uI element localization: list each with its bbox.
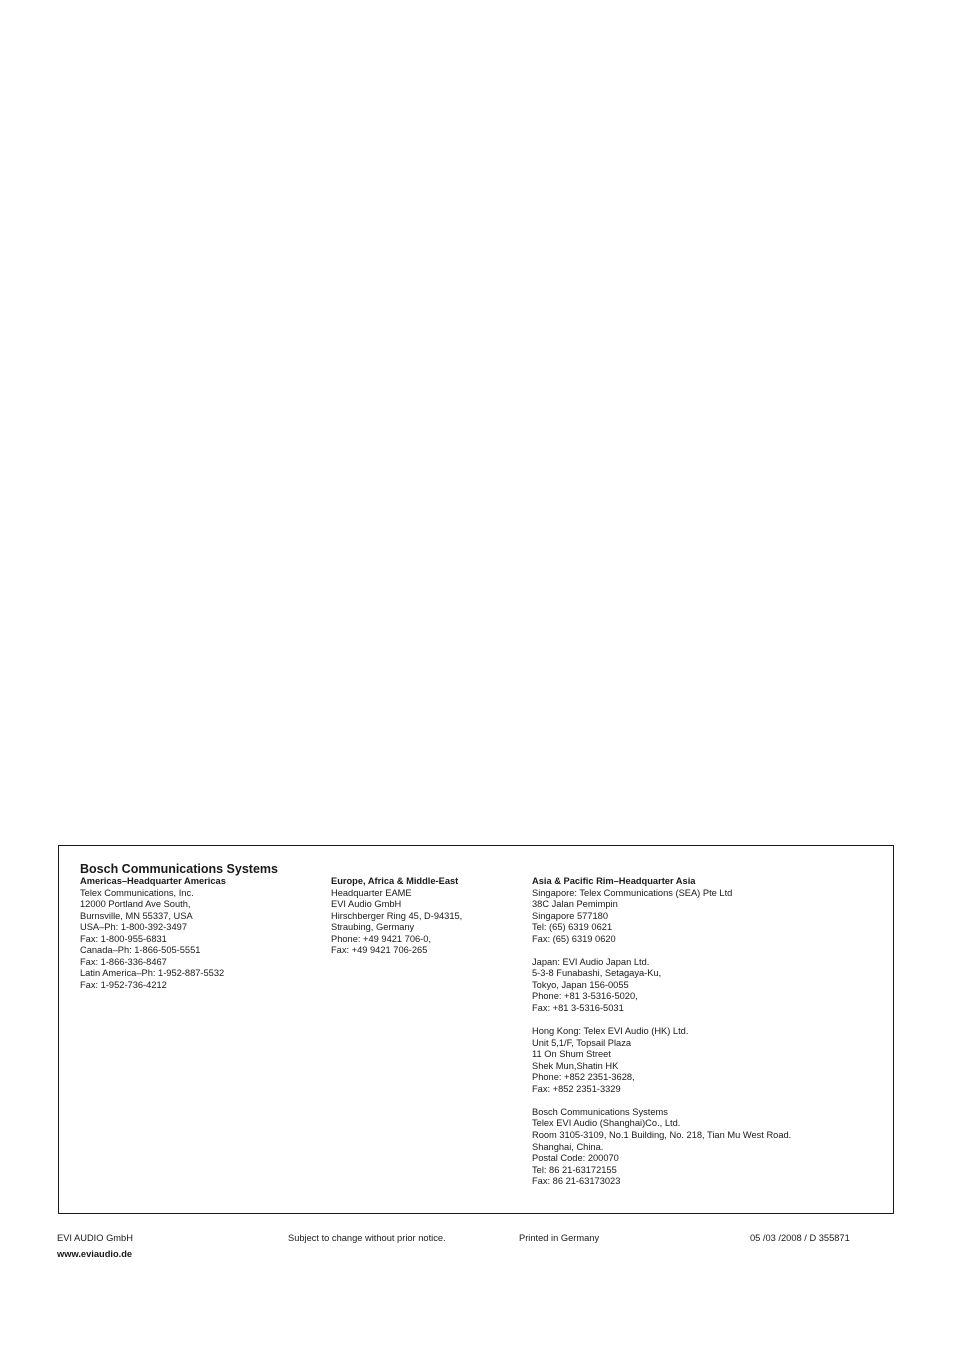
asia-heading: Asia & Pacific Rim–Headquarter Asia [532,876,696,886]
address-line: 38C Jalan Pemimpin [532,899,618,910]
address-line: Canada–Ph: 1-866-505-5551 [80,945,201,956]
address-line: USA–Ph: 1-800-392-3497 [80,922,187,933]
address-line: Tokyo, Japan 156-0055 [532,979,629,990]
address-line: Burnsville, MN 55337, USA [80,910,193,921]
address-line: Tel: 86 21-63172155 [532,1164,617,1175]
spacer [532,945,791,957]
address-line: Phone: +81 3-5316-5020, [532,991,638,1002]
address-line: Tel: (65) 6319 0621 [532,922,613,933]
asia-contact-block [532,876,791,1188]
address-line: Fax: +49 9421 706-265 [331,945,428,956]
footer-notice: Subject to change without prior notice. [288,1233,446,1243]
address-line: EVI Audio GmbH [331,899,402,910]
americas-heading: Americas–Headquarter Americas [80,876,226,886]
address-line: Singapore 577180 [532,910,608,921]
address-line: Fax: 86 21-63173023 [532,1176,621,1187]
address-line: Phone: +852 2351-3628, [532,1072,635,1083]
address-line: Hirschberger Ring 45, D-94315, [331,910,463,921]
address-line: Telex EVI Audio (Shanghai)Co., Ltd. [532,1118,681,1129]
address-line: 5-3-8 Funabashi, Setagaya-Ku, [532,968,662,979]
address-line: Postal Code: 200070 [532,1153,619,1164]
address-line: Shek Mun,Shatin HK [532,1060,619,1071]
address-line: Fax: 1-866-336-8467 [80,956,167,967]
address-line: Fax: +852 2351-3329 [532,1083,621,1094]
europe-contact-block [331,876,462,957]
asia-lines [532,888,791,1188]
address-line: Bosch Communications Systems [532,1106,668,1117]
address-line: Latin America–Ph: 1-952-887-5532 [80,968,225,979]
address-line: 11 On Shum Street [532,1049,611,1060]
address-line: Fax: 1-800-955-6831 [80,933,167,944]
address-line: Straubing, Germany [331,922,415,933]
footer-printed: Printed in Germany [519,1233,600,1243]
americas-contact-block [80,876,226,991]
website-link[interactable]: www.eviaudio.de [57,1249,133,1259]
footer-company: EVI AUDIO GmbH [57,1233,133,1243]
europe-lines [331,888,462,957]
address-line: Unit 5,1/F, Topsail Plaza [532,1037,632,1048]
spacer [532,1095,791,1107]
address-line: Fax: +81 3-5316-5031 [532,1003,624,1014]
europe-heading: Europe, Africa & Middle-East [331,876,459,886]
address-line: Room 3105-3109, No.1 Building, No. 218, Tian Mu West Road. [532,1130,792,1141]
company-name: Bosch Communications Systems [80,862,278,876]
address-line: Telex Communications, Inc. [80,887,194,898]
address-line: Singapore: Telex Communications (SEA) Pte Ltd [532,887,733,898]
address-line: Fax: (65) 6319 0620 [532,933,616,944]
address-line: Phone: +49 9421 706-0, [331,933,432,944]
address-line: Fax: 1-952-736-4212 [80,979,167,990]
americas-lines [80,888,226,992]
address-line: Japan: EVI Audio Japan Ltd. [532,956,650,967]
address-line: 12000 Portland Ave South, [80,899,191,910]
address-line: Headquarter EAME [331,887,412,898]
spacer [532,1015,791,1027]
address-line: Shanghai, China. [532,1141,604,1152]
address-line: Hong Kong: Telex EVI Audio (HK) Ltd. [532,1026,689,1037]
footer-date-code: 05 /03 /2008 / D 355871 [750,1233,850,1243]
